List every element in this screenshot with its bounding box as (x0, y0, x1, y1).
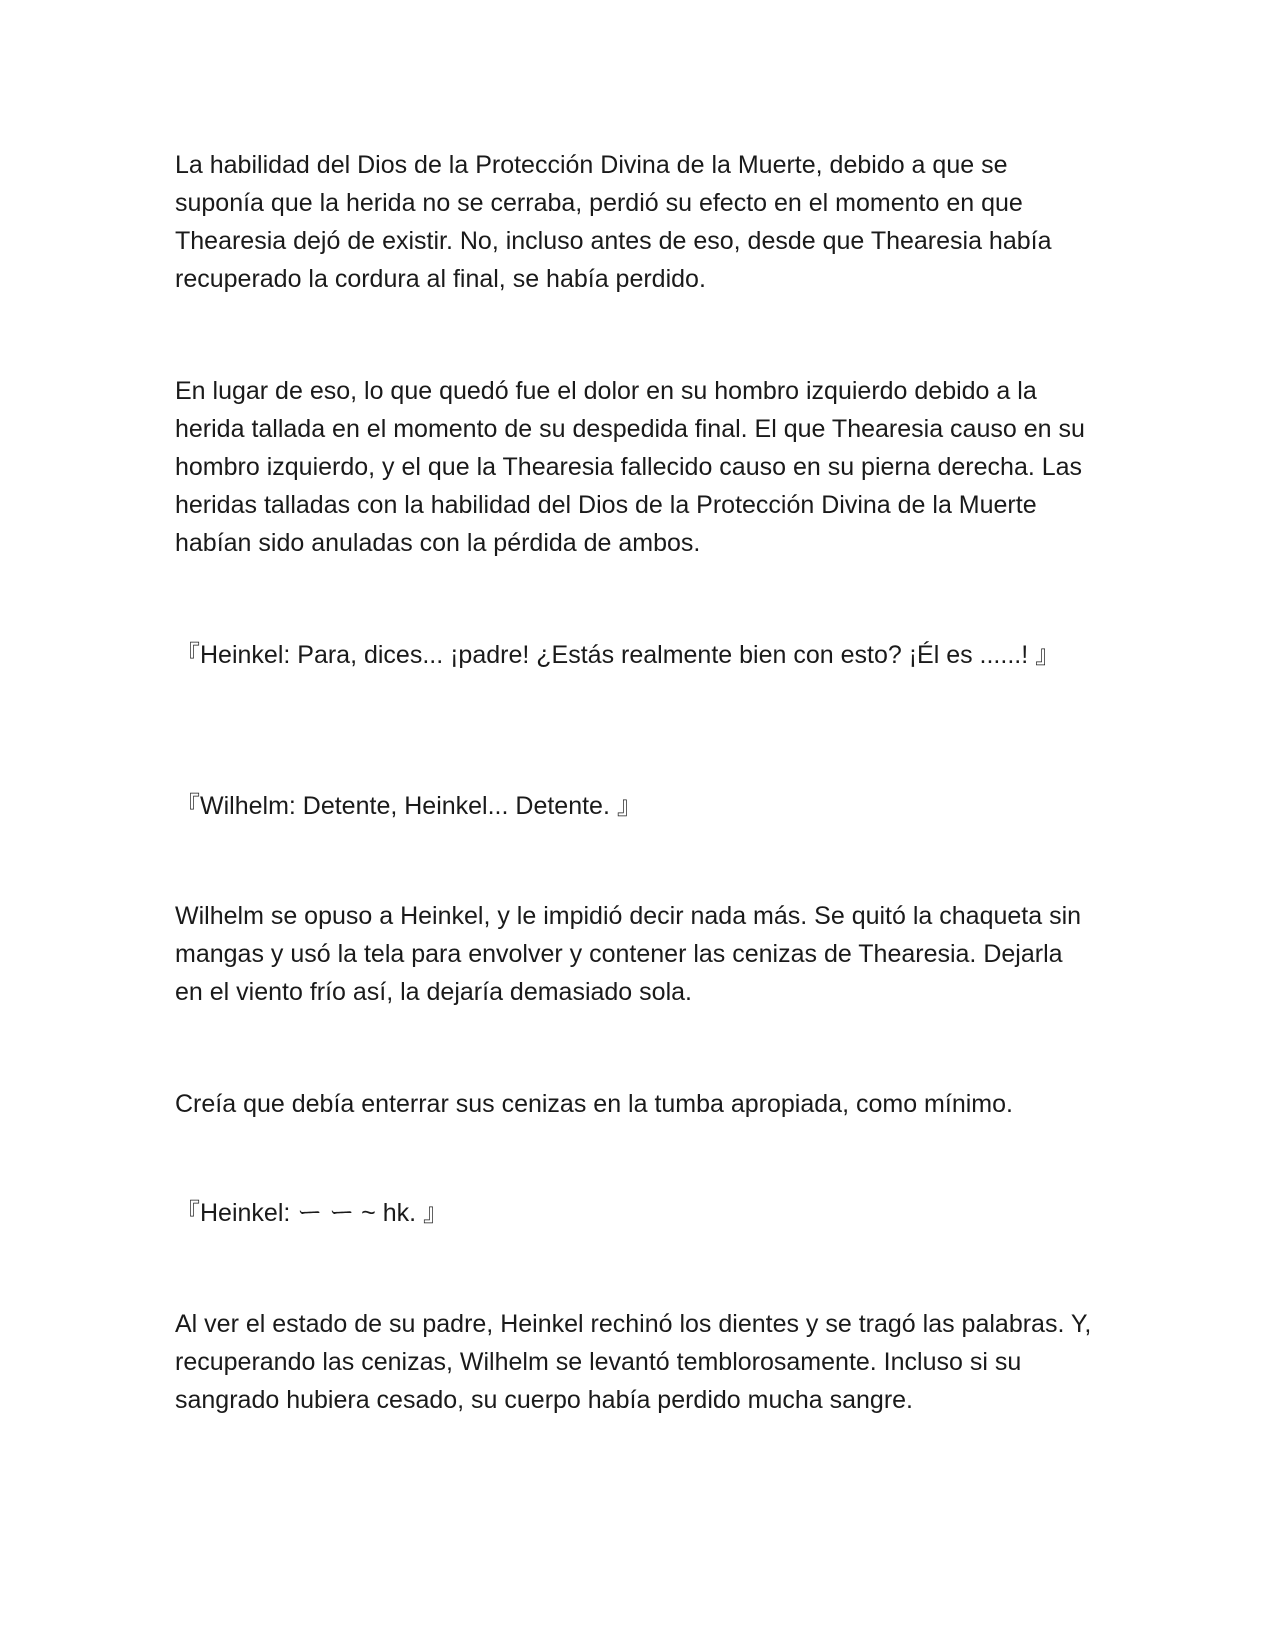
paragraph: Wilhelm se opuso a Heinkel, y le impidió decir nada más. Se quitó la chaqueta sin mangas y usó la tela para envolver y contener las cenizas de Thearesia. Dejarla en el viento frío así, la dejaría demasiado sola. (175, 902, 1082, 1006)
paragraph: En lugar de eso, lo que quedó fue el dolor en su hombro izquierdo debido a la herida tallada en el momento de su despedida final. El que Thearesia causo en su hombro izquierdo, y el que la Thearesia fallecido causo en su pierna derecha. Las heridas talladas con la habilidad del Dios de la Protección Divina de la Muerte habían sido anuladas con la pérdida de ambos. (175, 377, 1085, 557)
paragraph: La habilidad del Dios de la Protección Divina de la Muerte, debido a que se suponía que la herida no se cerraba, perdió su efecto en el momento en que Thearesia dejó de existir. No, incluso antes de eso, desde que Thearesia había recuperado la cordura al final, se había perdido. (175, 151, 1052, 293)
dialogue-line: 『Heinkel: ー ー ~ hk. 』 (175, 1199, 448, 1227)
paragraph: Creía que debía enterrar sus cenizas en la tumba apropiada, como mínimo. (175, 1090, 1013, 1118)
dialogue-line: 『Heinkel: Para, dices... ¡padre! ¿Estás realmente bien con esto? ¡Él es ......! 』 (175, 641, 1061, 669)
dialogue-line: 『Wilhelm: Detente, Heinkel... Detente. 』 (175, 792, 642, 820)
paragraph: Al ver el estado de su padre, Heinkel rechinó los dientes y se tragó las palabras. Y, recuperando las cenizas, Wilhelm se levantó temblorosamente. Incluso si su sangrado hubiera cesado, su cuerpo había perdido mucha sangre. (175, 1310, 1092, 1414)
